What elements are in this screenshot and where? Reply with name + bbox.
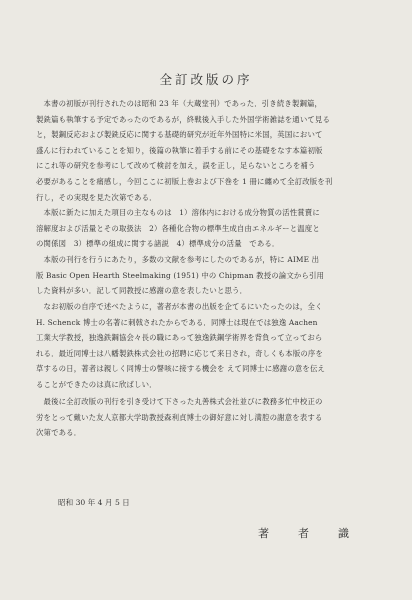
text-line: 必要があることを痛感し，今回ここに初版上巻および下巻を 1 冊に纏めて全訂改版を刊 — [36, 176, 333, 186]
text-line: と，製鋼反応および製銑反応に関する基礎的研究が近年外国特に米国，英国において — [36, 130, 323, 140]
text-line: 労をとって戴いた友人京都大学助教授森利貞博士の御好意に対し満腔の謝意を表する — [36, 412, 323, 422]
text-line: 最後に全訂改版の刊行を引き受けて下さった丸善株式会社並びに教務多忙中校正の — [36, 397, 323, 406]
text-line: 本版に新たに加えた項目の主なものは 1）溶体内における成分物質の活性賞賣に — [36, 208, 320, 217]
author-signature: 著 者 識 — [258, 527, 358, 540]
paragraph-3 — [36, 252, 382, 299]
text-line: 行し，その実現を見た次第である． — [36, 192, 157, 202]
text-line: 草するの日，著者は親しく同博士の謦咳に接する機会を えて同博士に感謝の意を伝え — [36, 364, 326, 374]
text-line: 盛んに行われていることを知り，後篇の執筆に着手する前にその基礎をなす本篇初版 — [36, 145, 323, 155]
text-line: 本書の初版が刊行されたのは昭和 23 年（大蔵堂刊）であった．引き続き製鋼篇， — [36, 99, 323, 108]
text-line: 溶解度および活量とその取扱法 2）各種化合物の標準生成自由エネルギーと温度と — [36, 223, 320, 233]
text-line: 工業大学教授，独逸鉄鋼協会々長の職にあって独逸鉄鋼学術界を背負って立っておら — [36, 333, 323, 343]
text-line: 版 Basic Open Hearth Steelmaking (1951) 中の Chipman 教授の論文から引用 — [36, 270, 325, 280]
text-line: ることができたのは真に欣ばしい． — [36, 379, 157, 389]
text-line: れる．最近同博士は八幡製鉄株式会社の招聘に応じて来日され，奇しくも本版の序を — [36, 348, 323, 358]
preface-date: 昭和 30 年 4 月 5 日 — [58, 498, 130, 507]
text-line: の関係図 3）標準の組成に関する諸説 4）標準成分の活量 である． — [36, 239, 280, 249]
text-line: 製銑篇も執筆する予定であったのであるが，終戦後入手した外国学術雑誌を通いて見る — [36, 114, 331, 124]
text-line: した資料が多い．記して同教授に感謝の意を表したいと思う． — [36, 286, 248, 296]
paragraph-2 — [36, 205, 382, 252]
text-line: にこれ等の研究を参考にして改めて検討を加え，誤を正し，足らないところを補う — [36, 161, 316, 171]
paragraph-5 — [36, 394, 382, 441]
paragraph-1 — [36, 96, 382, 205]
text-line: 次第である． — [36, 428, 82, 438]
preface-title: 全訂改版の序 — [159, 72, 253, 87]
paragraph-4 — [36, 299, 382, 393]
text-line: 本版の刊行を行うにあたり，多数の文献を参考にしたのであるが，特に AIME 出 — [36, 255, 320, 264]
text-line: H. Schenck 博士の名著に刺戟されたからである．同博士は現在では独逸 Aachen — [36, 317, 318, 327]
text-line: なお初版の自序で述べたように，著者が本書の出版を企てるにいたったのは，全く — [36, 302, 323, 311]
